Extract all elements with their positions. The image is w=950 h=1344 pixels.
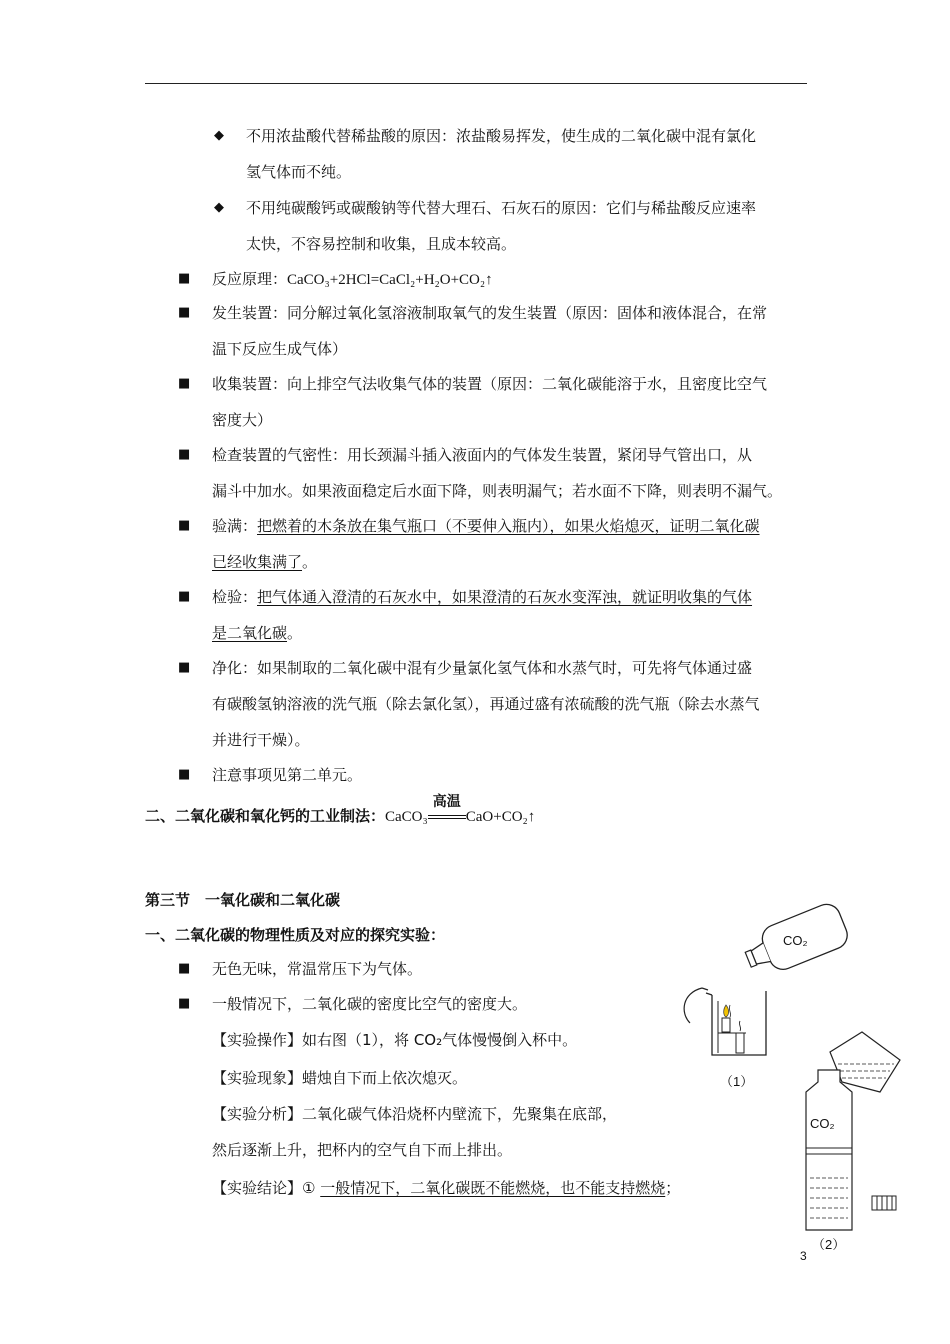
square-bullet-icon: ■ [178,961,191,976]
square-bullet-icon: ■ [178,660,191,675]
smoke-icon [739,1021,740,1031]
square-bullet-icon: ■ [178,376,191,391]
property-2: 一般情况下，二氧化碳的密度比空气的密度大。 [212,995,528,1013]
full-text-1: 把燃着的木条放在集气瓶口（不要伸入瓶内），如果火焰熄灭，证明二氧化碳 [257,517,760,535]
principle-label: 反应原理： [212,270,288,288]
test-text-2: 是二氧化碳 [212,624,288,642]
square-bullet-icon: ■ [178,996,191,1011]
industrial-reactant: CaCO₃ [385,809,428,825]
test-text-1: 把气体通入澄清的石灰水中，如果澄清的石灰水变浑浊，就证明收集的气体 [257,588,753,606]
bottle-rack-icon [872,1196,896,1210]
industrial-heading: 二、二氧化碳和氧化钙的工业制法： [145,807,386,825]
generator-line1: 发生装置：同分解过氧化氢溶液制取氧气的发生装置（原因：固体和液体混合，在常 [212,304,768,322]
full-line2 [212,552,317,572]
full-label: 验满： [212,517,258,535]
industrial-heading-line [145,794,536,827]
figure-1-label: （1） [720,1074,754,1089]
conclusion-label: 【实验结论】① [212,1179,316,1197]
test-line1 [212,587,752,607]
page-number: 3 [800,1249,807,1263]
header-rule [145,83,807,84]
reaction-condition-arrow [428,794,466,826]
industrial-product: CaO+CO₂↑ [465,809,536,825]
full-text-2: 已经收集满了 [212,553,303,571]
experiment-conclusion [212,1178,680,1198]
diamond-item-2-line1: 不用纯碳酸钙或碳酸钠等代替大理石、石灰石的原因：它们与稀盐酸反应速率 [246,199,757,217]
collector-line2: 密度大） [212,411,273,429]
candle-icon [736,1033,744,1053]
test-label: 检验： [212,588,258,606]
figure-2-label: （2） [812,1237,846,1250]
diamond-item-1-line1: 不用浓盐酸代替稀盐酸的原因：浓盐酸易挥发，使生成的二氧化碳中混有氯化 [246,127,757,145]
flame-icon [724,1005,729,1017]
diamond-bullet-icon: ◆ [214,200,224,215]
purify-line2: 有碳酸氢钠溶液的洗气瓶（除去氯化氢），再通过盛有浓硫酸的洗气瓶（除去水蒸气 [212,695,760,713]
full-line1 [212,516,760,536]
co2-label: CO₂ [783,933,808,948]
notes-item: 注意事项见第二单元。 [212,766,363,784]
section-subtitle: 一、二氧化碳的物理性质及对应的探究实验： [145,926,446,944]
airtight-line2: 漏斗中加水。如果液面稳定后水面下降，则表明漏气；若水面不下降，则表明不漏气。 [212,482,783,500]
full-end: 。 [302,553,318,571]
experiment-phenomenon: 【实验现象】蜡烛自下而上依次熄灭。 [212,1069,468,1087]
generator-line2: 温下反应生成气体） [212,340,348,358]
diamond-item-1-line2: 氢气体而不纯。 [246,163,352,181]
principle-item [212,269,493,290]
airtight-line1: 检查装置的气密性：用长颈漏斗插入液面内的气体发生装置，紧闭导气管出口，从 [212,446,753,464]
collector-line1: 收集装置：向上排空气法收集气体的装置（原因：二氧化碳能溶于水，且密度比空气 [212,375,768,393]
figure-2-diagram [790,1030,910,1250]
experiment-analysis-2: 然后逐渐上升，把杯内的空气自下而上排出。 [212,1141,513,1159]
principle-formula: CaCO₃+2HCl=CaCl₂+H₂O+CO₂↑ [287,272,493,288]
diamond-item-2-line2: 太快，不容易控制和收集，且成本较高。 [246,235,517,253]
square-bullet-icon: ■ [178,518,191,533]
test-end: 。 [287,624,303,642]
experiment-operation: 【实验操作】如右图（1），将 CO₂气体慢慢倒入杯中。 [212,1031,578,1049]
test-line2 [212,623,302,643]
conclusion-text: 一般情况下，二氧化碳既不能燃烧，也不能支持燃烧 [320,1179,666,1197]
candle-icon [722,1018,730,1032]
property-1: 无色无味，常温常压下为气体。 [212,960,423,978]
section-title: 第三节 一氧化碳和二氧化碳 [145,891,341,909]
square-bullet-icon: ■ [178,271,191,286]
square-bullet-icon: ■ [178,447,191,462]
diamond-bullet-icon: ◆ [214,128,224,143]
experiment-analysis-1: 【实验分析】二氧化碳气体沿烧杯内壁流下，先聚集在底部， [212,1105,618,1123]
reaction-condition: 高温 [432,794,461,810]
gas-bottle-icon [806,1070,852,1230]
co2-bottle-label: CO₂ [810,1116,835,1131]
square-bullet-icon: ■ [178,767,191,782]
square-bullet-icon: ■ [178,589,191,604]
purify-line1: 净化：如果制取的二氧化碳中混有少量氯化氢气体和水蒸气时，可先将气体通过盛 [212,659,753,677]
square-bullet-icon: ■ [178,305,191,320]
purify-line3: 并进行干燥）。 [212,731,310,749]
conclusion-end: ； [665,1179,681,1197]
